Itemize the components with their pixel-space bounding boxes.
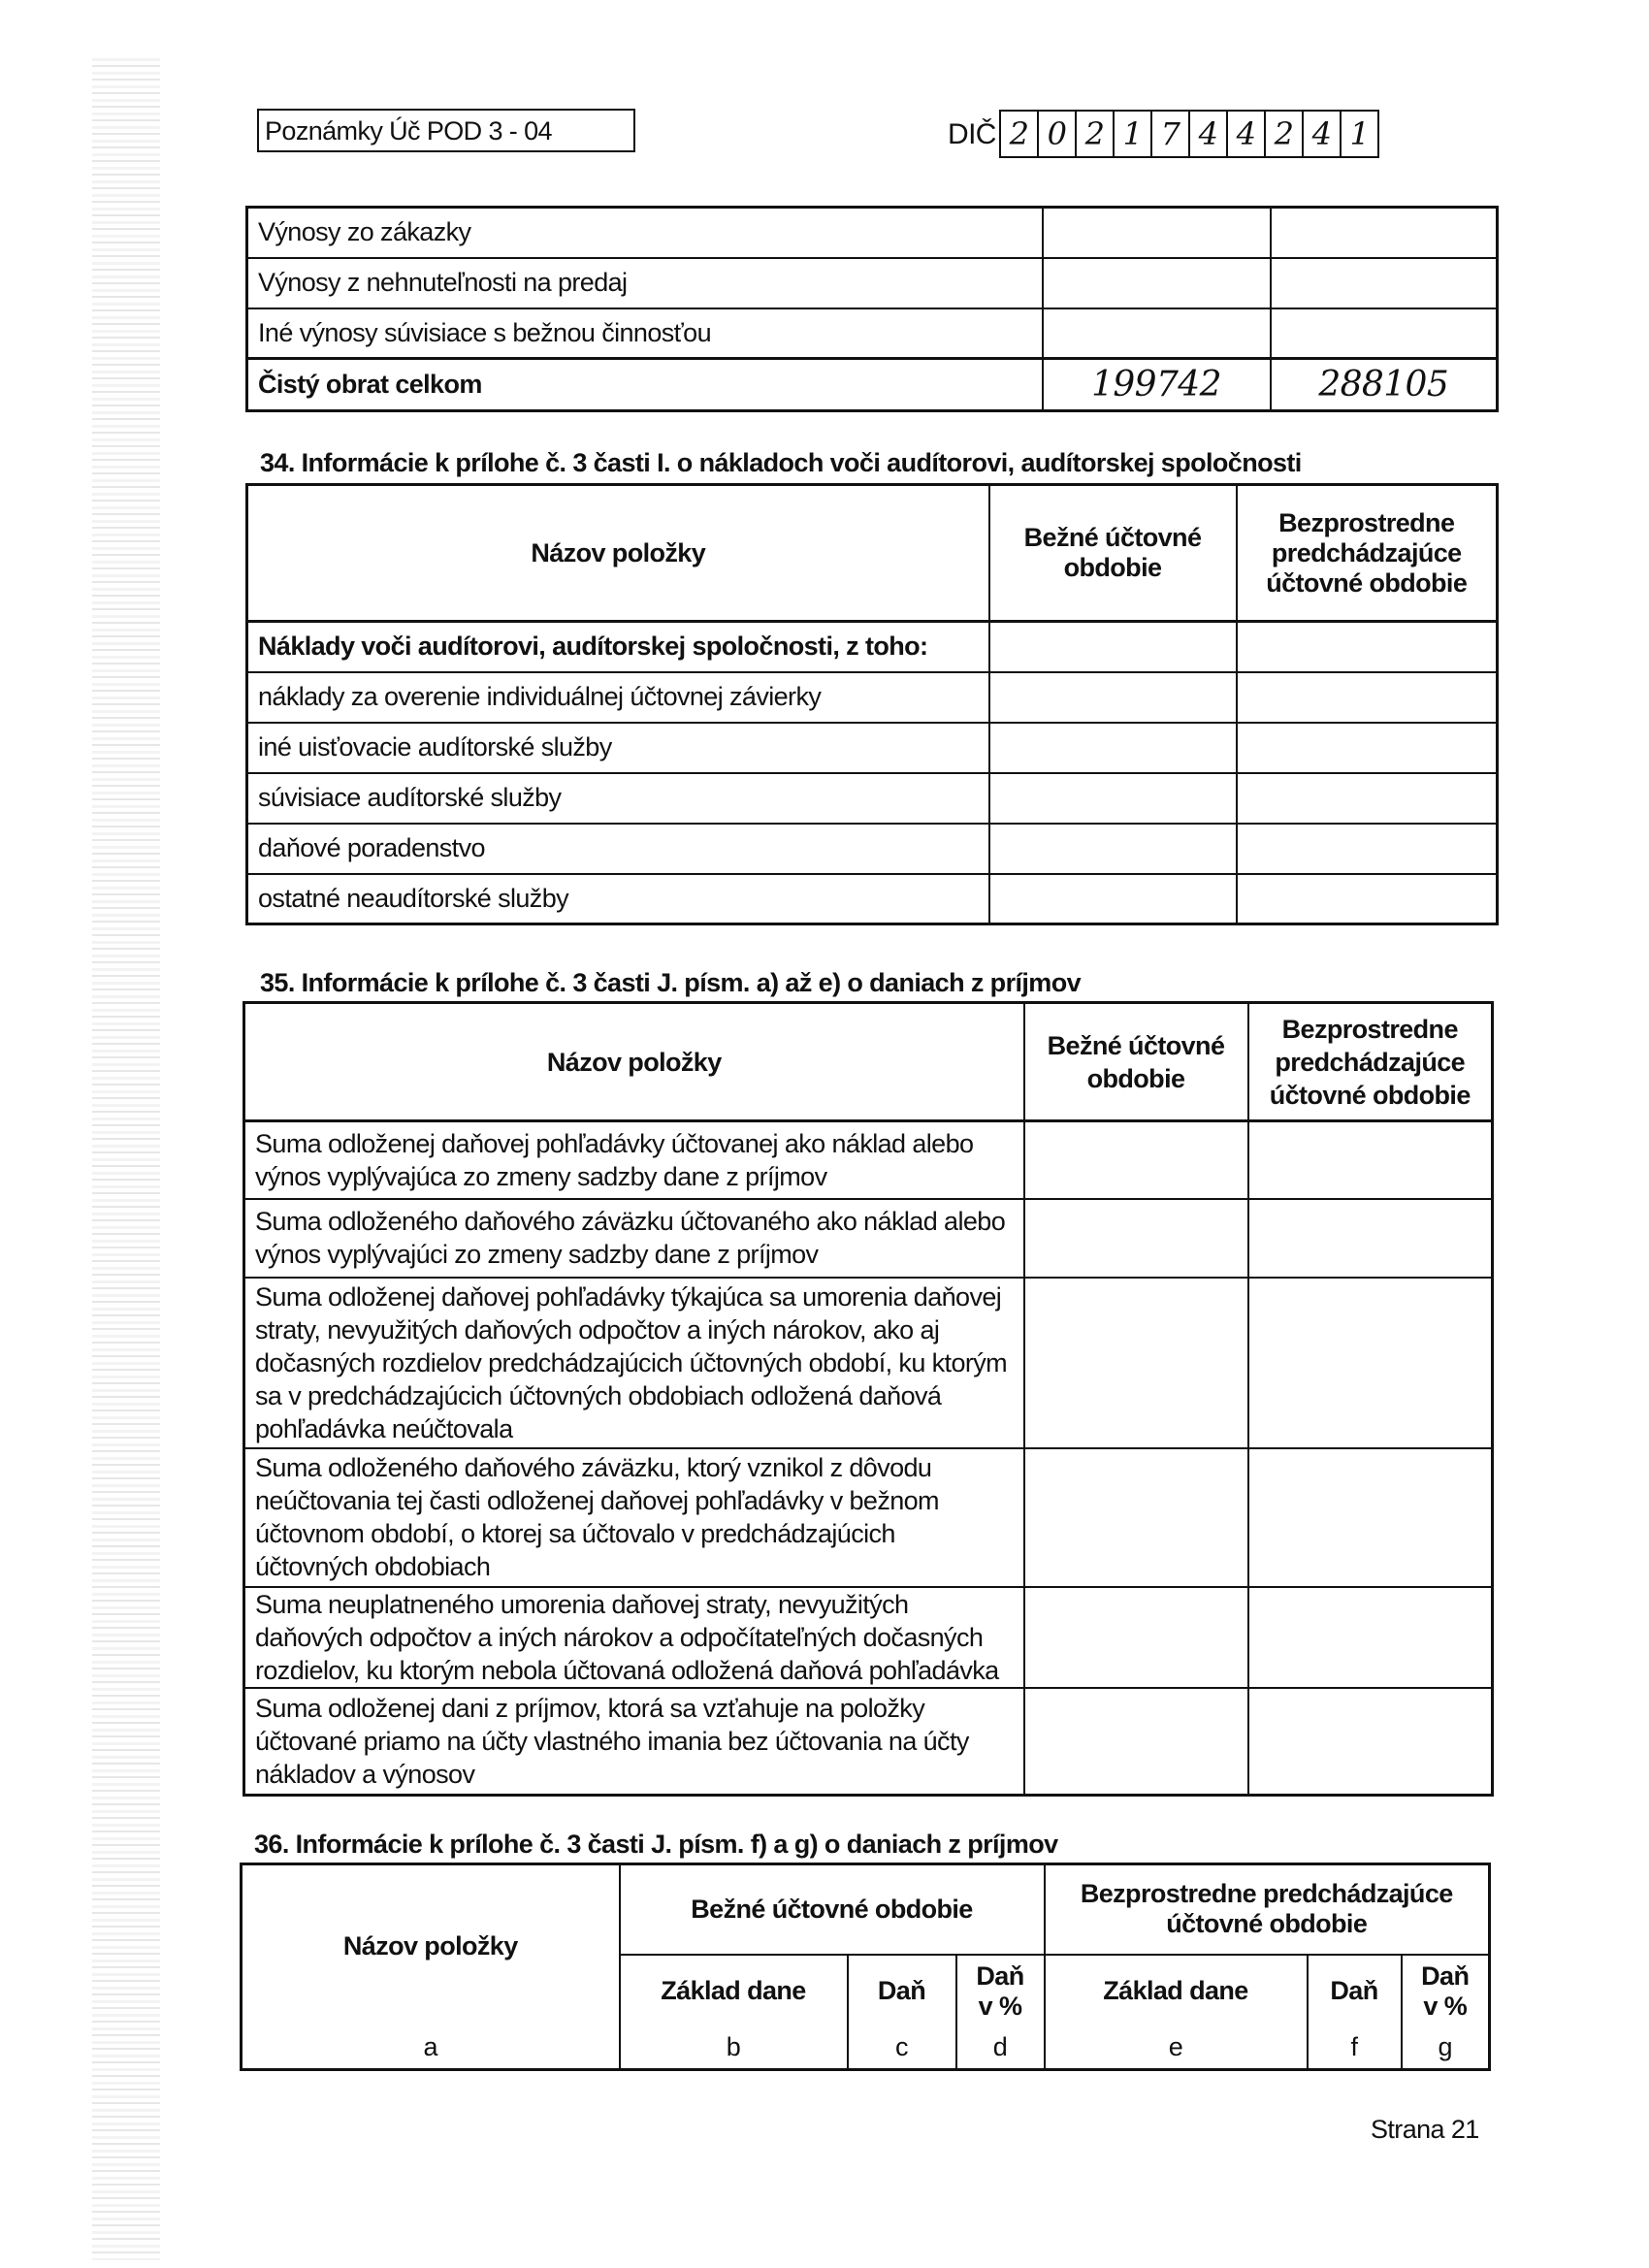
dic-digit: 2: [1077, 112, 1115, 156]
table-row: [247, 874, 1498, 924]
column-header: Bežné účtovné obdobie: [989, 485, 1237, 622]
dic-field: [999, 110, 1379, 158]
table-row: [247, 672, 1498, 723]
column-letter: d: [956, 2027, 1045, 2070]
dic-digit: 1: [1115, 112, 1152, 156]
row-label: Čistý obrat celkom: [247, 359, 1043, 411]
scan-edge-artifact: [92, 58, 160, 2260]
row-label: Iné výnosy súvisiace s bežnou činnosťou: [247, 308, 1043, 359]
table-row: [244, 1587, 1493, 1688]
table-row: [247, 622, 1498, 672]
dic-digit: 2: [1266, 112, 1304, 156]
previous-value: [1271, 208, 1498, 258]
table-row: [247, 308, 1498, 359]
table-row: [247, 723, 1498, 773]
column-header: Daň v %: [956, 1955, 1045, 2027]
header-row: [242, 1864, 1490, 1955]
dic-digit: 1: [1349, 115, 1370, 152]
page-number: Strana 21: [1371, 2115, 1479, 2144]
tax-base-table: [240, 1863, 1491, 2071]
previous-value: [1271, 258, 1498, 308]
column-group-header: Bežné účtovné obdobie: [620, 1864, 1045, 1955]
table-row-total: [247, 359, 1498, 411]
letters-row: [242, 2027, 1490, 2070]
row-label: Náklady voči audítorovi, audítorskej spoločnosti, z toho:: [247, 622, 989, 672]
current-value: [1043, 258, 1271, 308]
dic-label: DIČ: [948, 118, 996, 150]
auditor-costs-table: [245, 483, 1499, 925]
dic-digit: 7: [1152, 112, 1190, 156]
column-letter: f: [1308, 2027, 1402, 2070]
current-value: 199742: [1043, 359, 1271, 411]
header-row: [244, 1003, 1493, 1121]
table-row: [244, 1688, 1493, 1796]
row-label: daňové poradenstvo: [247, 824, 989, 874]
dic-digit: 2: [1001, 112, 1039, 156]
header-row: [247, 485, 1498, 622]
table-row: [247, 773, 1498, 824]
previous-value: 288105: [1271, 359, 1498, 411]
table-row: [244, 1448, 1493, 1587]
section-34-title: 34. Informácie k prílohe č. 3 časti I. o nákladoch voči audítorovi, audítorskej spoločnosti: [260, 448, 1302, 477]
column-letter: e: [1045, 2027, 1308, 2070]
column-header: Bezprostredne predchádzajúce účtovné obdobie: [1248, 1003, 1493, 1121]
section-36-title: 36. Informácie k prílohe č. 3 časti J. písm. f) a g) o daniach z príjmov: [254, 1830, 1058, 1859]
row-label: Suma odloženého daňového záväzku účtovaného ako náklad alebo výnos vyplývajúci zo zmeny sadzby dane z príjmov: [244, 1199, 1024, 1278]
row-label: náklady za overenie individuálnej účtovnej závierky: [247, 672, 989, 723]
column-letter: g: [1402, 2027, 1490, 2070]
form-label: Poznámky Úč POD 3 - 04: [257, 109, 635, 152]
row-label: Suma odloženého daňového záväzku, ktorý vznikol z dôvodu neúčtovania tej časti odloženej daňovej pohľadávky v bežnom účtovnom období, o ktorej sa účtovalo v predchádzajúcich účtovných obdobiach: [244, 1448, 1024, 1587]
income-tax-table: [242, 1001, 1494, 1797]
dic-digit: 4: [1304, 112, 1342, 156]
column-header: Základ dane: [620, 1955, 848, 2027]
column-header: Daň v %: [1402, 1955, 1490, 2027]
table-row: [244, 1199, 1493, 1278]
table-row: [244, 1121, 1493, 1199]
column-header: Daň: [848, 1955, 956, 2027]
column-header: Daň: [1308, 1955, 1402, 2027]
current-value: [1043, 208, 1271, 258]
column-group-header: Bezprostredne predchádzajúce účtovné obdobie: [1045, 1864, 1490, 1955]
column-header: Bezprostredne predchádzajúce účtovné obdobie: [1237, 485, 1498, 622]
row-label: ostatné neaudítorské služby: [247, 874, 989, 924]
row-label: Suma neuplatneného umorenia daňovej straty, nevyužitých daňových odpočtov a iných nárokov a odpočítateľných dočasných rozdielov, ku ktorým nebola účtovaná odložená daňová pohľadávka: [244, 1587, 1024, 1688]
section-35-title: 35. Informácie k prílohe č. 3 časti J. písm. a) až e) o daniach z príjmov: [260, 968, 1082, 997]
column-letter: b: [620, 2027, 848, 2070]
dic-digit: 4: [1190, 112, 1228, 156]
row-label: súvisiace audítorské služby: [247, 773, 989, 824]
column-header: Názov položky: [242, 1864, 620, 2027]
table-row: [247, 258, 1498, 308]
previous-value: [1271, 308, 1498, 359]
row-label: iné uisťovacie audítorské služby: [247, 723, 989, 773]
row-label: Suma odloženej daňovej pohľadávky účtovanej ako náklad alebo výnos vyplývajúca zo zmeny sadzby dane z príjmov: [244, 1121, 1024, 1199]
column-letter: c: [848, 2027, 956, 2070]
row-label: Suma odloženej dani z príjmov, ktorá sa vzťahuje na položky účtované priamo na účty vlastného imania bez účtovania na účty nákladov a výnosov: [244, 1688, 1024, 1796]
row-label: Výnosy z nehnuteľnosti na predaj: [247, 258, 1043, 308]
column-header: Základ dane: [1045, 1955, 1308, 2027]
row-label: Výnosy zo zákazky: [247, 208, 1043, 258]
dic-digit: 0: [1039, 112, 1077, 156]
table-row: [247, 824, 1498, 874]
net-turnover-table: [245, 206, 1499, 412]
table-row: [247, 208, 1498, 258]
column-letter: a: [242, 2027, 620, 2070]
dic-digit: 4: [1228, 112, 1266, 156]
row-label: Suma odloženej daňovej pohľadávky týkajúca sa umorenia daňovej straty, nevyužitých daňových odpočtov a iných nárokov, ako aj dočasných rozdielov predchádzajúcich účtovných období, ku ktorým sa v predchádzajúcich účtovných obdobiach odložená daňová pohľadávka neúčtovala: [244, 1278, 1024, 1448]
column-header: Bežné účtovné obdobie: [1024, 1003, 1248, 1121]
column-header: Názov položky: [247, 485, 989, 622]
column-header: Názov položky: [244, 1003, 1024, 1121]
table-row: [244, 1278, 1493, 1448]
current-value: [1043, 308, 1271, 359]
